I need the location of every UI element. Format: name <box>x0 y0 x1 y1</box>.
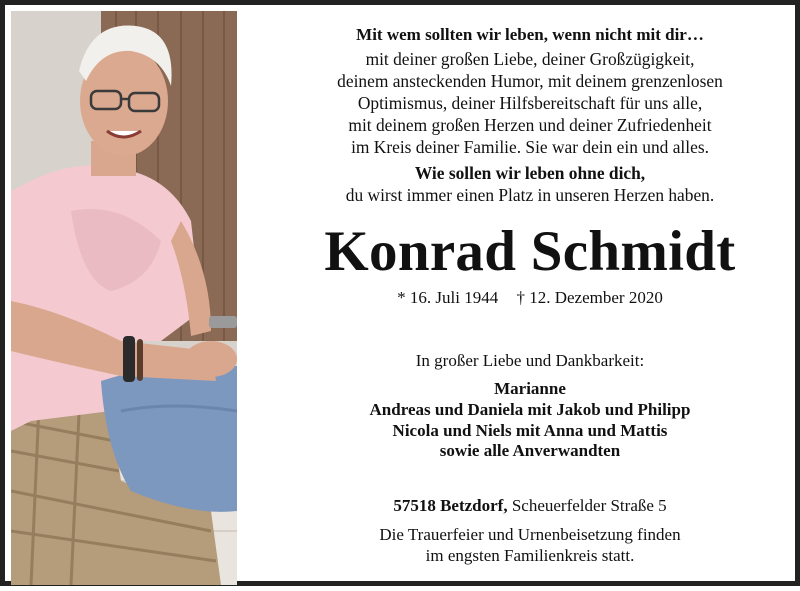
mourner-name: Nicola und Niels mit Anna und Mattis <box>392 421 668 440</box>
quote-line: mit deiner großen Liebe, deiner Großzügigkeit, <box>365 49 695 69</box>
notice-line: im engsten Familienkreis statt. <box>425 546 635 565</box>
quote-line: deinem ansteckenden Humor, mit deinem grenzenlosen <box>337 71 723 91</box>
notice-line: Die Trauerfeier und Urnenbeisetzung finden <box>379 525 681 544</box>
mourners-intro: In großer Liebe und Dankbarkeit: <box>415 351 645 370</box>
portrait-photo <box>11 11 237 585</box>
quote-lead: Mit wem sollten wir leben, wenn nicht mit dir… <box>356 25 704 44</box>
quote-line: im Kreis deiner Familie. Sie war dein ein und alles. <box>351 137 709 157</box>
quote-line: mit deinem großen Herzen und deiner Zufriedenheit <box>348 115 712 135</box>
quote-line: Optimismus, deiner Hilfsbereitschaft für uns alle, <box>357 93 703 113</box>
death-date: † 12. Dezember 2020 <box>516 288 663 307</box>
deceased-name: Konrad Schmidt <box>324 220 736 283</box>
obituary-text <box>255 5 800 591</box>
address <box>255 496 800 516</box>
life-dates <box>255 288 800 308</box>
address-street: Scheuerfelder Straße 5 <box>511 496 667 515</box>
quote-line-second: du wirst immer einen Platz in unseren Herzen haben. <box>345 185 715 205</box>
birth-date: * 16. Juli 1944 <box>397 288 499 307</box>
portrait-illustration <box>11 11 237 585</box>
quote-lead-second: Wie sollen wir leben ohne dich, <box>414 163 646 183</box>
mourner-name: sowie alle Anverwandten <box>439 441 621 460</box>
address-city: 57518 Betzdorf, <box>393 496 508 515</box>
mourner-name: Andreas und Daniela mit Jakob und Philipp <box>369 400 691 419</box>
mourner-name: Marianne <box>494 379 566 398</box>
